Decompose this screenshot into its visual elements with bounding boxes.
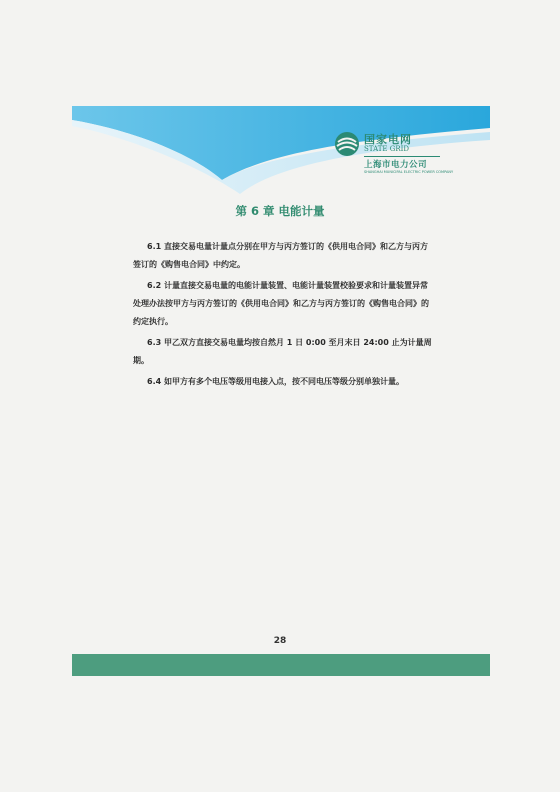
clause-6-3: 6.3 甲乙双方直接交易电量均按自然月 1 日 0:00 至月末日 24:00 止为计量周期。 xyxy=(133,338,432,365)
clause-6-4: 6.4 如甲方有多个电压等级用电接入点，按不同电压等级分别单独计量。 xyxy=(147,377,404,386)
logo-divider xyxy=(364,156,440,157)
logo-chinese-name: 国家电网 xyxy=(364,133,412,146)
chapter-title: 第 6 章 电能计量 xyxy=(235,204,325,218)
logo-english-name: STATE GRID xyxy=(364,145,409,153)
chapter-body xyxy=(133,238,433,394)
clause-6-2: 6.2 计量直接交易电量的电能计量装置、电能计量装置校验要求和计量装置异常处理办法按甲方与丙方签订的《供用电合同》和乙方与丙方签订的《购售电合同》的约定执行。 xyxy=(133,281,429,326)
state-grid-emblem-icon xyxy=(334,131,360,157)
company-english-name: SHANGHAI MUNICIPAL ELECTRIC POWER COMPANY xyxy=(364,170,454,174)
page-number: 28 xyxy=(273,636,287,646)
company-name: 上海市电力公司 xyxy=(364,160,428,170)
footer-bar xyxy=(72,654,490,676)
clause-6-1: 6.1 直接交易电量计量点分别在甲方与丙方签订的《供用电合同》和乙方与丙方签订的《购售电合同》中约定。 xyxy=(133,242,428,269)
state-grid-logo xyxy=(334,129,454,175)
